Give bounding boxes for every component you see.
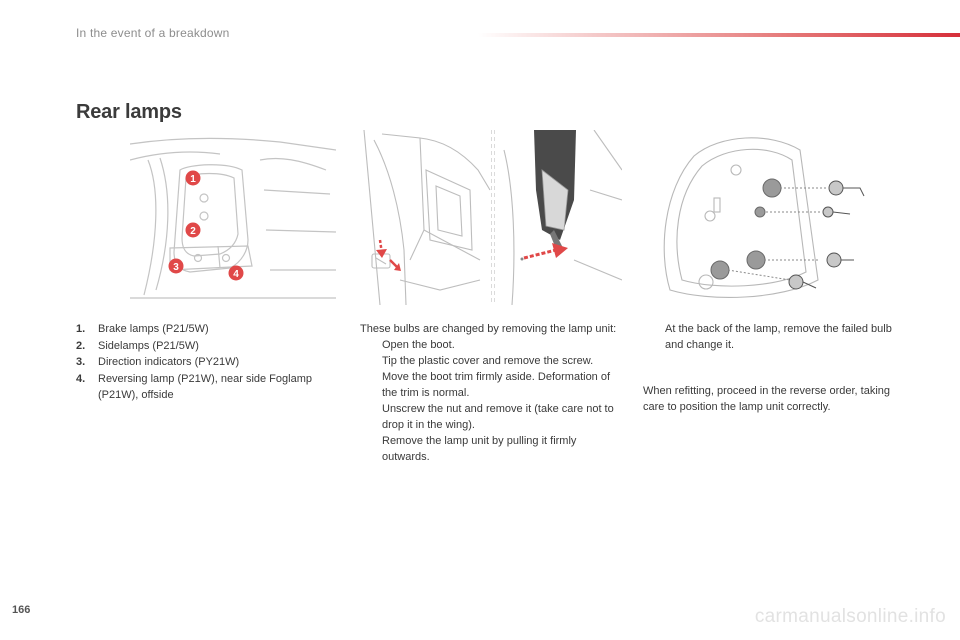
legend-number: 3.: [76, 356, 86, 368]
procedure-step: [643, 321, 898, 353]
step-text: At the back of the lamp, remove the failed bulb and change it.: [665, 323, 892, 351]
procedure-step: [360, 433, 624, 465]
callout-2: [186, 223, 201, 238]
legend-text: Sidelamps (P21/5W): [98, 339, 199, 352]
step-text: Remove the lamp unit by pulling it firmly outwards.: [382, 435, 577, 463]
legend-number: 4.: [76, 372, 86, 385]
refitting-note: When refitting, proceed in the reverse order, taking care to position the lamp unit correctly.: [643, 385, 891, 413]
legend-item: [76, 371, 336, 404]
checkbox-icon: [643, 321, 665, 353]
legend-item: [76, 338, 336, 355]
boot-screw-drawing: [360, 130, 492, 305]
lamp-cluster-figure: [130, 130, 336, 305]
section-title: In the event of a breakdown: [76, 26, 230, 40]
header-accent-line: [478, 33, 960, 37]
procedure-step: [360, 337, 624, 353]
step-text: Open the boot.: [382, 339, 455, 351]
procedure-step: [360, 353, 624, 369]
svg-text:3: 3: [173, 262, 179, 273]
page-heading: Rear lamps: [76, 101, 182, 123]
boot-trim-drawing: [494, 130, 622, 305]
legend-text: Reversing lamp (P21W), near side Foglamp (P21W), offside: [98, 372, 312, 401]
lamp-unit-drawing: [650, 130, 876, 305]
screw-arrow-icon: [376, 240, 401, 271]
procedure-step: [360, 401, 624, 433]
page-number: 166: [12, 604, 31, 616]
svg-text:4: 4: [233, 269, 239, 280]
legend-number: 2.: [76, 339, 86, 352]
removal-procedure: [360, 321, 624, 465]
checkbox-icon: [360, 369, 382, 401]
legend-text: Brake lamps (P21/5W): [98, 323, 209, 335]
procedure-intro: These bulbs are changed by removing the lamp unit:: [360, 323, 617, 335]
callout-1: [186, 171, 201, 186]
watermark: carmanualsonline.info: [754, 606, 946, 627]
checkbox-icon: [360, 353, 382, 369]
legend-number: 1.: [76, 323, 86, 335]
procedure-step: [360, 369, 624, 401]
bulb-legend: [76, 321, 336, 404]
callout-3: [169, 259, 184, 274]
callout-4: [229, 266, 244, 281]
bulb-change-procedure: [643, 321, 898, 415]
boot-trim-figure: [494, 130, 622, 305]
boot-screw-figure: [360, 130, 492, 305]
svg-text:1: 1: [190, 174, 196, 185]
svg-text:2: 2: [190, 226, 196, 237]
step-text: Move the boot trim firmly aside. Deformation of the trim is normal.: [382, 371, 611, 399]
checkbox-icon: [360, 433, 382, 465]
checkbox-icon: [360, 401, 382, 433]
legend-text: Direction indicators (PY21W): [98, 356, 240, 368]
legend-item: [76, 321, 336, 338]
step-text: Tip the plastic cover and remove the screw.: [382, 355, 594, 367]
step-text: Unscrew the nut and remove it (take care not to drop it in the wing).: [382, 403, 614, 431]
lamp-cluster-drawing: [130, 130, 336, 305]
checkbox-icon: [360, 337, 382, 353]
lamp-unit-bulbs-figure: [650, 130, 876, 305]
legend-item: [76, 354, 336, 371]
